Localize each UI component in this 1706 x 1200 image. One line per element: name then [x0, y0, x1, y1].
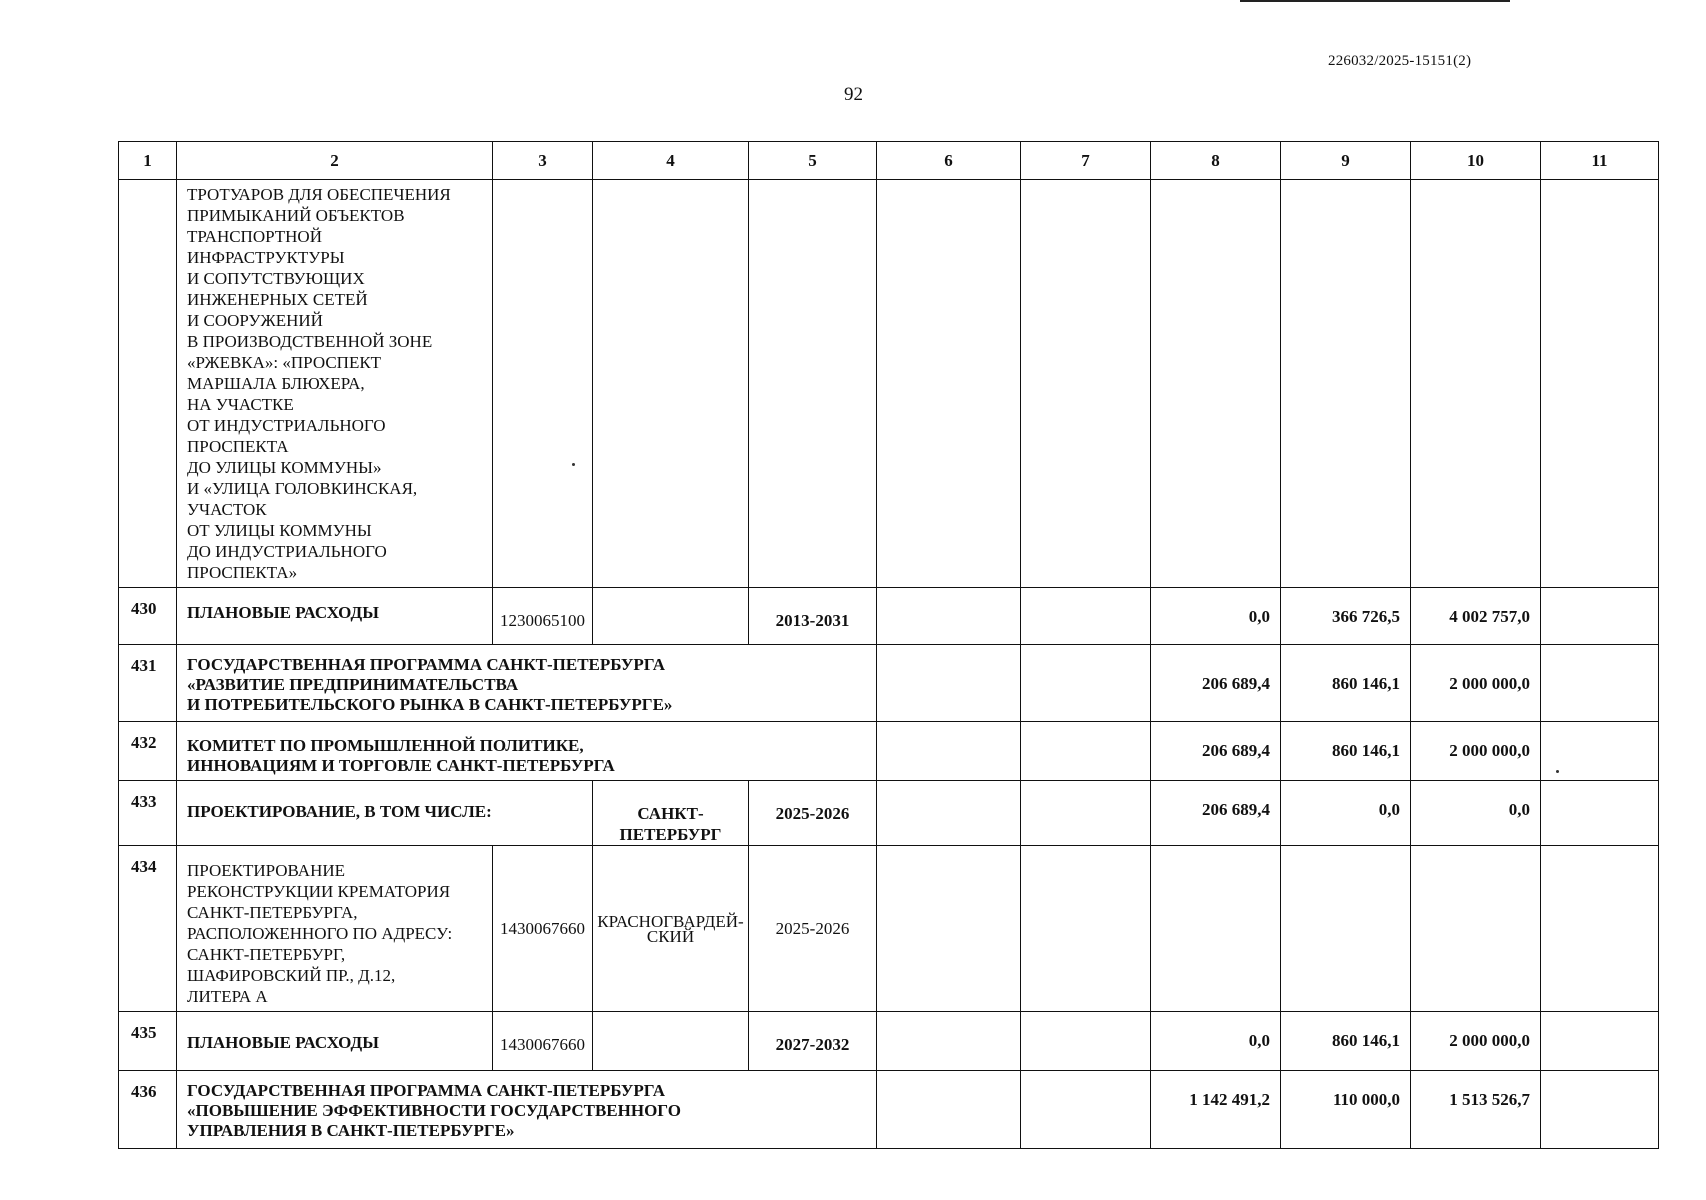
- cell: [877, 588, 1021, 645]
- cell: [1151, 846, 1281, 1012]
- table-row: [119, 846, 1659, 1012]
- cell: [877, 1012, 1021, 1071]
- column-header: 10: [1411, 142, 1541, 180]
- cell: [1541, 846, 1659, 1012]
- row-name-cell: ПЛАНОВЫЕ РАСХОДЫ: [177, 588, 493, 645]
- cell: [877, 846, 1021, 1012]
- cell: [1021, 1012, 1151, 1071]
- table-row: [119, 588, 1659, 645]
- cell: [877, 781, 1021, 846]
- table-row: [119, 180, 1659, 588]
- period-cell: 2027-2032: [749, 1012, 877, 1071]
- row-name-cell: ПЛАНОВЫЕ РАСХОДЫ: [177, 1012, 493, 1071]
- period-cell: 2025-2026: [749, 781, 877, 846]
- cell: [1021, 180, 1151, 588]
- column-header-row: [119, 142, 1659, 180]
- row-name-cell: КОМИТЕТ ПО ПРОМЫШЛЕННОЙ ПОЛИТИКЕ, ИННОВАЦИЯМ И ТОРГОВЛЕ САНКТ-ПЕТЕРБУРГА: [177, 722, 877, 781]
- cell: [877, 180, 1021, 588]
- amount-cell: 2 000 000,0: [1411, 645, 1541, 722]
- cell: [1541, 645, 1659, 722]
- stray-dot-mark: [572, 463, 575, 466]
- column-header: 5: [749, 142, 877, 180]
- cell: [1541, 180, 1659, 588]
- column-header: 7: [1021, 142, 1151, 180]
- cell: [493, 180, 593, 588]
- amount-cell: 206 689,4: [1151, 722, 1281, 781]
- district-cell: САНКТ-ПЕТЕРБУРГ: [593, 781, 749, 846]
- cell: [877, 722, 1021, 781]
- amount-cell: 206 689,4: [1151, 781, 1281, 846]
- cell: [877, 1071, 1021, 1149]
- column-header: 4: [593, 142, 749, 180]
- amount-cell: 1 142 491,2: [1151, 1071, 1281, 1149]
- column-header: 6: [877, 142, 1021, 180]
- amount-cell: 110 000,0: [1281, 1071, 1411, 1149]
- amount-cell: 4 002 757,0: [1411, 588, 1541, 645]
- row-number-cell: 436: [119, 1071, 177, 1149]
- cell: [877, 645, 1021, 722]
- table-row: [119, 722, 1659, 781]
- code-cell: 1430067660: [493, 1012, 593, 1071]
- table-row: [119, 781, 1659, 846]
- row-name-cell: ГОСУДАРСТВЕННАЯ ПРОГРАММА САНКТ-ПЕТЕРБУРГА «РАЗВИТИЕ ПРЕДПРИНИМАТЕЛЬСТВА И ПОТРЕБИТЕЛЬСКОГО РЫНКА В САНКТ-ПЕТЕРБУРГЕ»: [177, 645, 877, 722]
- amount-cell: 1 513 526,7: [1411, 1071, 1541, 1149]
- row-name-cell: ПРОЕКТИРОВАНИЕ РЕКОНСТРУКЦИИ КРЕМАТОРИЯ САНКТ-ПЕТЕРБУРГА, РАСПОЛОЖЕННОГО ПО АДРЕСУ: САНКТ-ПЕТЕРБУРГ, ШАФИРОВСКИЙ ПР., Д.12, ЛИТЕРА А: [177, 846, 493, 1012]
- top-edge-line: [1240, 0, 1510, 2]
- cell: [1281, 180, 1411, 588]
- column-header: 8: [1151, 142, 1281, 180]
- cell: [1021, 645, 1151, 722]
- cell: [1021, 781, 1151, 846]
- row-number-cell: 434: [119, 846, 177, 1012]
- cell: [1281, 846, 1411, 1012]
- row-number-cell: [119, 180, 177, 588]
- row-name-cell: ПРОЕКТИРОВАНИЕ, В ТОМ ЧИСЛЕ:: [177, 781, 593, 846]
- amount-cell: 0,0: [1411, 781, 1541, 846]
- code-cell: 1430067660: [493, 846, 593, 1012]
- cell: [593, 180, 749, 588]
- amount-cell: 860 146,1: [1281, 722, 1411, 781]
- table-row: [119, 1071, 1659, 1149]
- row-name-cell: ГОСУДАРСТВЕННАЯ ПРОГРАММА САНКТ-ПЕТЕРБУРГА «ПОВЫШЕНИЕ ЭФФЕКТИВНОСТИ ГОСУДАРСТВЕННОГО УПРАВЛЕНИЯ В САНКТ-ПЕТЕРБУРГЕ»: [177, 1071, 877, 1149]
- cell: [1021, 846, 1151, 1012]
- cell: [1541, 588, 1659, 645]
- district-cell: [593, 588, 749, 645]
- district-cell: [593, 1012, 749, 1071]
- row-number-cell: 431: [119, 645, 177, 722]
- budget-table: [118, 141, 1659, 1149]
- cell: [1411, 846, 1541, 1012]
- cell: [1541, 1012, 1659, 1071]
- table-row: [119, 645, 1659, 722]
- page-number: 92: [844, 84, 863, 105]
- row-number-cell: 433: [119, 781, 177, 846]
- column-header: 2: [177, 142, 493, 180]
- code-cell: 1230065100: [493, 588, 593, 645]
- amount-cell: 0,0: [1151, 1012, 1281, 1071]
- table-row: [119, 1012, 1659, 1071]
- row-number-cell: 430: [119, 588, 177, 645]
- amount-cell: 860 146,1: [1281, 1012, 1411, 1071]
- amount-cell: 2 000 000,0: [1411, 1012, 1541, 1071]
- stray-dot-mark: [1556, 770, 1559, 773]
- cell: [1541, 781, 1659, 846]
- amount-cell: 860 146,1: [1281, 645, 1411, 722]
- amount-cell: 366 726,5: [1281, 588, 1411, 645]
- cell: [1151, 180, 1281, 588]
- cell: [1021, 722, 1151, 781]
- cell: [1021, 588, 1151, 645]
- column-header: 1: [119, 142, 177, 180]
- document-number: 226032/2025-15151(2): [1328, 53, 1472, 69]
- cell: [1541, 1071, 1659, 1149]
- column-header: 9: [1281, 142, 1411, 180]
- row-number-cell: 435: [119, 1012, 177, 1071]
- amount-cell: 0,0: [1281, 781, 1411, 846]
- period-cell: 2025-2026: [749, 846, 877, 1012]
- amount-cell: 2 000 000,0: [1411, 722, 1541, 781]
- amount-cell: 206 689,4: [1151, 645, 1281, 722]
- amount-cell: 0,0: [1151, 588, 1281, 645]
- period-cell: 2013-2031: [749, 588, 877, 645]
- district-cell: КРАСНОГВАРДЕЙ- СКИЙ: [593, 846, 749, 1012]
- cell: [1411, 180, 1541, 588]
- column-header: 11: [1541, 142, 1659, 180]
- cell: [1021, 1071, 1151, 1149]
- row-number-cell: 432: [119, 722, 177, 781]
- column-header: 3: [493, 142, 593, 180]
- row-name-cell: ТРОТУАРОВ ДЛЯ ОБЕСПЕЧЕНИЯ ПРИМЫКАНИЙ ОБЪЕКТОВ ТРАНСПОРТНОЙ ИНФРАСТРУКТУРЫ И СОПУТСТВУЮЩИХ ИНЖЕНЕРНЫХ СЕТЕЙ И СООРУЖЕНИЙ В ПРОИЗВОДСТВЕННОЙ ЗОНЕ «РЖЕВКА»: «ПРОСПЕКТ МАРШАЛА БЛЮХЕРА, НА УЧАСТКЕ ОТ ИНДУСТРИАЛЬНОГО ПРОСПЕКТА ДО УЛИЦЫ КОММУНЫ» И «УЛИЦА ГОЛОВКИНСКАЯ, УЧАСТОК ОТ УЛИЦЫ КОММУНЫ ДО ИНДУСТРИАЛЬНОГО ПРОСПЕКТА»: [177, 180, 493, 588]
- cell: [749, 180, 877, 588]
